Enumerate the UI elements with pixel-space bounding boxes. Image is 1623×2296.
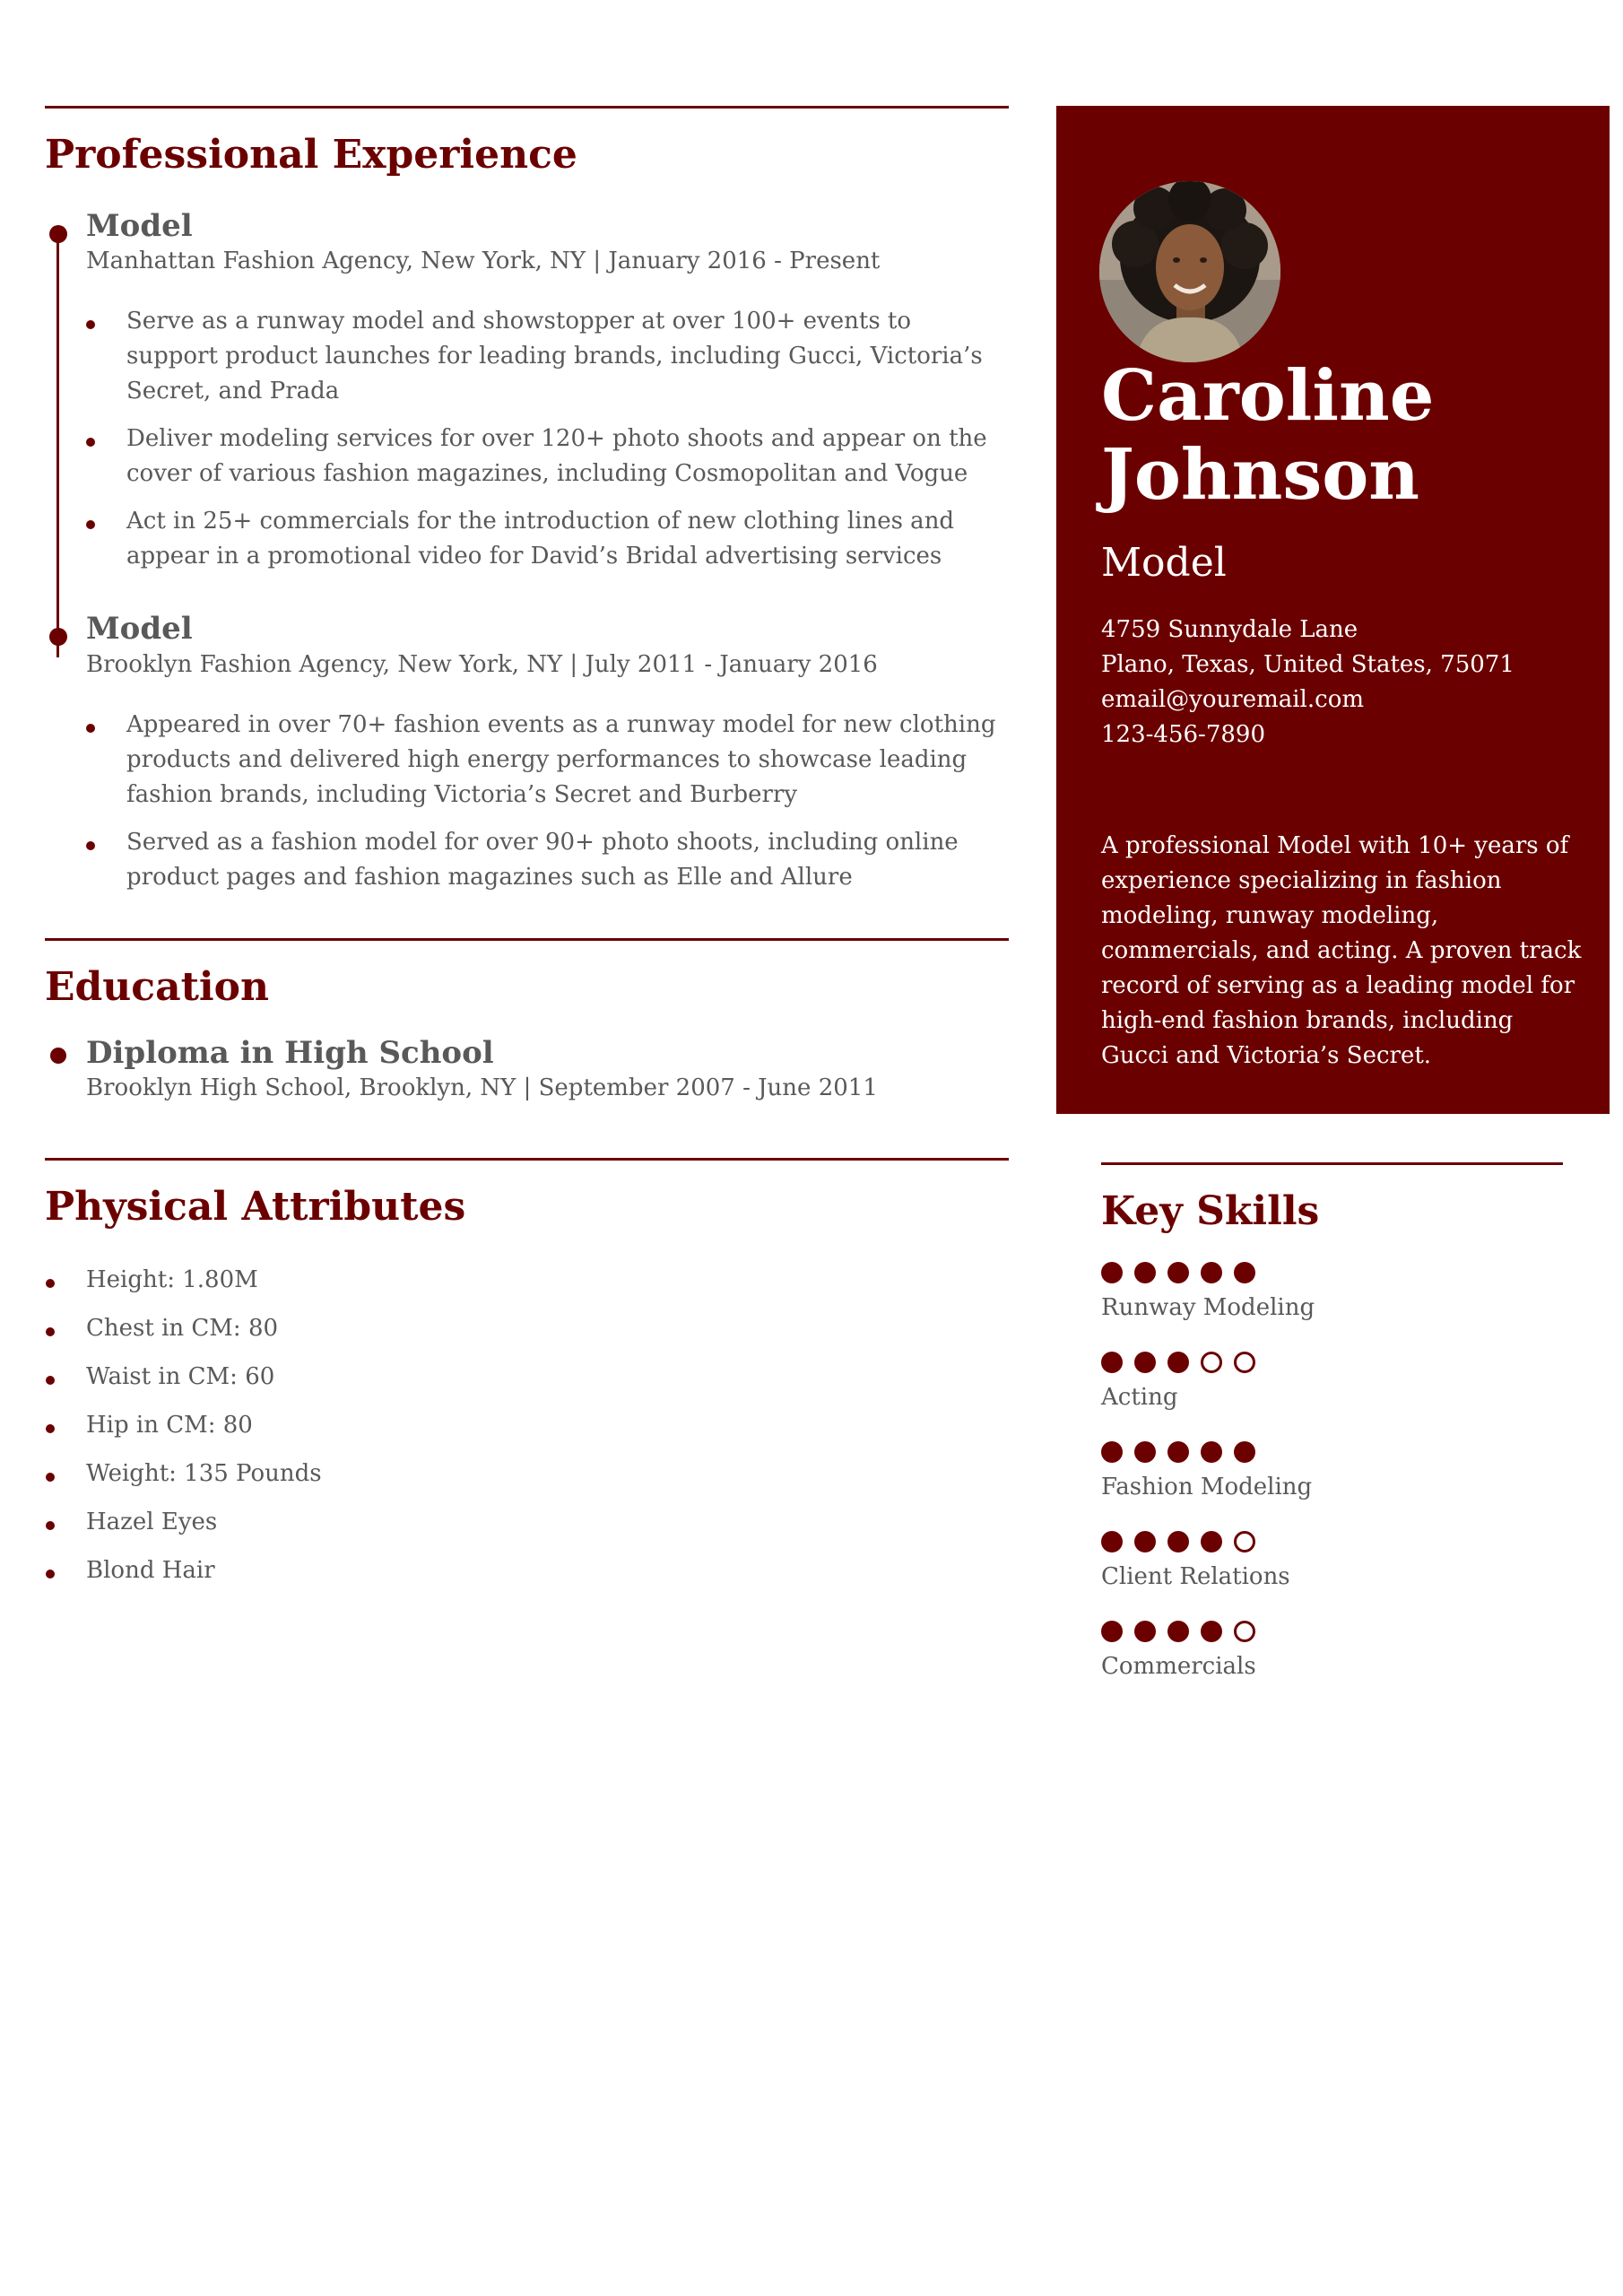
rating-dot-filled <box>1201 1621 1222 1642</box>
skill-item <box>1101 1262 1563 1323</box>
rating-dot-filled <box>1234 1441 1255 1463</box>
experience-timeline <box>45 209 1009 894</box>
experience-heading: Professional Experience <box>45 132 577 178</box>
attribute-item: Chest in CM: 80 <box>86 1304 1009 1352</box>
skills-list <box>1101 1262 1563 1682</box>
job-meta: Brooklyn Fashion Agency, New York, NY | July 2011 - January 2016 <box>86 650 878 678</box>
job-bullets <box>45 708 1009 895</box>
rating-dot-filled <box>1134 1352 1156 1373</box>
profile-panel <box>1056 106 1610 1114</box>
skill-item <box>1101 1441 1563 1502</box>
rating-dot-filled <box>1201 1531 1222 1552</box>
skill-name: Fashion Modeling <box>1101 1474 1313 1501</box>
education-entry <box>45 1036 1009 1106</box>
rating-dot-filled <box>1134 1262 1156 1283</box>
attribute-item: Hazel Eyes <box>86 1498 1009 1546</box>
contact-block <box>1101 613 1515 752</box>
bullet-dot <box>50 1048 66 1064</box>
attribute-item: Blond Hair <box>86 1546 1009 1595</box>
skill-name: Commercials <box>1101 1653 1256 1681</box>
bullet-item: Deliver modeling services for over 120+ photo shoots and appear on the cover of various fashion magazines, including Cosmopolitan and Vogue <box>126 422 1009 491</box>
rating-dot-filled <box>1234 1262 1255 1283</box>
job-role: Model <box>1101 540 1227 586</box>
rating-dot-empty <box>1234 1531 1255 1552</box>
skills-heading: Key Skills <box>1101 1188 1320 1234</box>
skill-rating <box>1101 1441 1563 1463</box>
rating-dot-filled <box>1101 1441 1123 1463</box>
bullet-item: Appeared in over 70+ fashion events as a runway model for new clothing products and delivered high energy performances to showcase leading fashion brands, including Victoria’s Secret and Burberry <box>126 708 1009 813</box>
rating-dot-filled <box>1167 1262 1189 1283</box>
skill-rating <box>1101 1262 1563 1283</box>
email[interactable]: email@youremail.com <box>1101 686 1364 713</box>
attribute-item: Waist in CM: 60 <box>86 1352 1009 1401</box>
skill-item <box>1101 1531 1563 1592</box>
job-title: Model <box>86 611 193 648</box>
profile-summary: A professional Model with 10+ years of experience specializing in fashion modeling, runway modeling, commercials, and acting. A proven track record of serving as a leading model for high-end fashion brands, including Gucci and Victoria’s Secret. <box>1101 832 1582 1069</box>
section-divider <box>45 106 1009 109</box>
rating-dot-empty <box>1234 1621 1255 1642</box>
last-name: Johnson <box>1101 434 1419 516</box>
skill-rating <box>1101 1531 1563 1552</box>
education-meta: Brooklyn High School, Brooklyn, NY | September 2007 - June 2011 <box>86 1074 878 1102</box>
rating-dot-filled <box>1134 1441 1156 1463</box>
address-line-2: Plano, Texas, United States, 75071 <box>1101 651 1515 678</box>
rating-dot-filled <box>1167 1352 1189 1373</box>
job-meta: Manhattan Fashion Agency, New York, NY | January 2016 - Present <box>86 248 881 275</box>
address-line-1: 4759 Sunnydale Lane <box>1101 616 1358 643</box>
bullet-item: Serve as a runway model and showstopper at over 100+ events to support product launches for leading brands, including Gucci, Victoria’s Secret, and Prada <box>126 304 1009 409</box>
phone[interactable]: 123-456-7890 <box>1101 721 1265 748</box>
main-column <box>45 106 1009 1595</box>
rating-dot-filled <box>1134 1531 1156 1552</box>
education-heading: Education <box>45 963 269 1010</box>
skill-name: Acting <box>1101 1384 1178 1412</box>
rating-dot-filled <box>1101 1262 1123 1283</box>
job-entry <box>45 612 1009 894</box>
full-name <box>1101 357 1434 515</box>
section-divider <box>45 938 1009 941</box>
timeline-dot <box>49 225 67 243</box>
skills-section <box>1101 1162 1563 1682</box>
skill-name: Runway Modeling <box>1101 1294 1315 1322</box>
physical-heading: Physical Attributes <box>45 1184 466 1231</box>
section-divider <box>45 1158 1009 1161</box>
bullet-item: Act in 25+ commercials for the introduction of new clothing lines and appear in a promotional video for David’s Bridal advertising services <box>126 504 1009 574</box>
degree-title: Diploma in High School <box>86 1034 494 1071</box>
section-divider <box>1101 1162 1563 1165</box>
skill-name: Client Relations <box>1101 1563 1290 1591</box>
rating-dot-filled <box>1101 1621 1123 1642</box>
rating-dot-filled <box>1167 1621 1189 1642</box>
rating-dot-empty <box>1234 1352 1255 1373</box>
rating-dot-filled <box>1101 1352 1123 1373</box>
skill-rating <box>1101 1621 1563 1642</box>
bullet-item: Served as a fashion model for over 90+ photo shoots, including online product pages and fashion magazines such as Elle and Allure <box>126 825 1009 895</box>
job-bullets <box>45 304 1009 574</box>
skill-rating <box>1101 1352 1563 1373</box>
rating-dot-filled <box>1201 1441 1222 1463</box>
rating-dot-filled <box>1134 1621 1156 1642</box>
timeline-dot <box>49 628 67 646</box>
rating-dot-filled <box>1167 1531 1189 1552</box>
rating-dot-empty <box>1201 1352 1222 1373</box>
rating-dot-filled <box>1201 1262 1222 1283</box>
rating-dot-filled <box>1167 1441 1189 1463</box>
avatar <box>1099 181 1280 362</box>
attribute-item: Hip in CM: 80 <box>86 1401 1009 1449</box>
skill-item <box>1101 1352 1563 1413</box>
job-title: Model <box>86 208 193 245</box>
avatar-photo <box>1099 181 1280 362</box>
first-name: Caroline <box>1101 355 1435 437</box>
rating-dot-filled <box>1101 1531 1123 1552</box>
skill-item <box>1101 1621 1563 1682</box>
physical-list <box>45 1256 1009 1595</box>
attribute-item: Height: 1.80M <box>86 1256 1009 1304</box>
job-entry <box>45 209 1009 574</box>
attribute-item: Weight: 135 Pounds <box>86 1449 1009 1498</box>
